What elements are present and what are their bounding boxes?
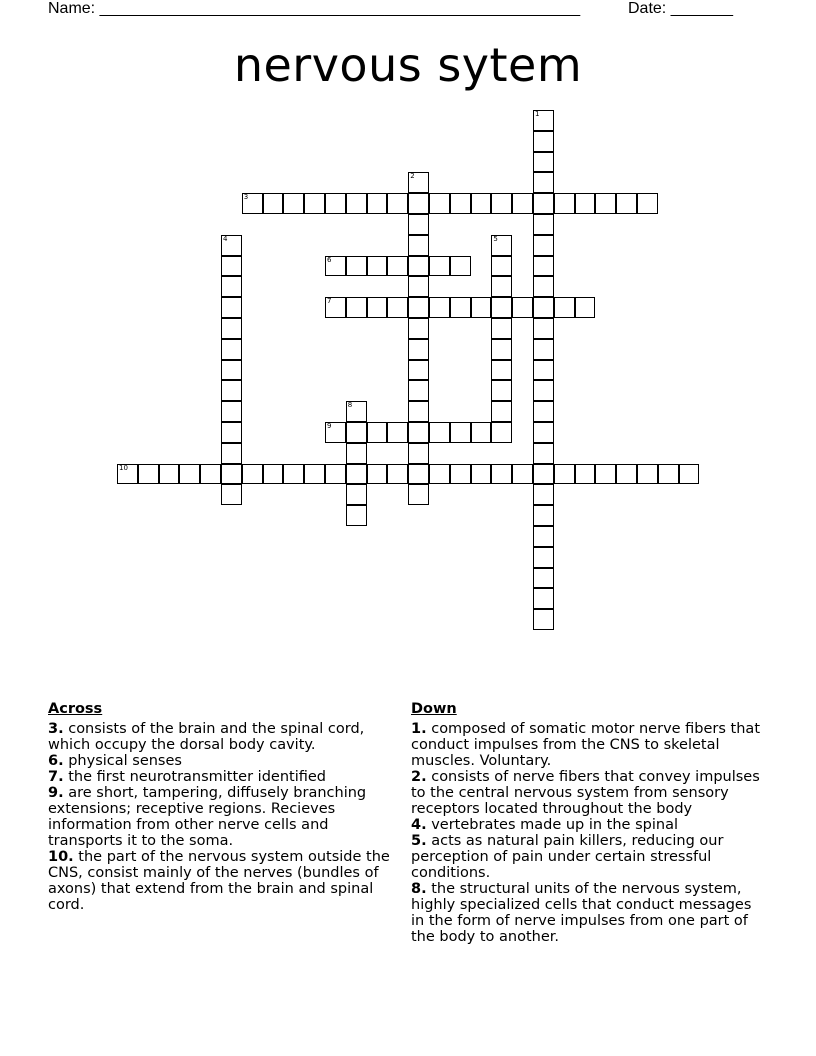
- crossword-cell[interactable]: [408, 464, 429, 485]
- crossword-cell[interactable]: [491, 318, 512, 339]
- crossword-cell[interactable]: [346, 464, 367, 485]
- crossword-cell[interactable]: [575, 464, 596, 485]
- crossword-cell[interactable]: [450, 256, 471, 277]
- clue-number: 3.: [48, 721, 64, 737]
- crossword-cell[interactable]: [387, 464, 408, 485]
- clue-number: 7: [327, 297, 332, 306]
- clue-text: consists of the brain and the spinal cord, which occupy the dorsal body cavity.: [48, 721, 365, 753]
- crossword-cell[interactable]: [221, 443, 242, 464]
- crossword-cell[interactable]: [491, 339, 512, 360]
- crossword-cell[interactable]: [533, 526, 554, 547]
- clue-number: 1.: [411, 721, 427, 737]
- crossword-cell[interactable]: [429, 297, 450, 318]
- crossword-cell[interactable]: [471, 297, 492, 318]
- crossword-cell[interactable]: [408, 318, 429, 339]
- crossword-cell[interactable]: [491, 193, 512, 214]
- crossword-cell[interactable]: [491, 297, 512, 318]
- crossword-cell[interactable]: [221, 339, 242, 360]
- crossword-cell[interactable]: [533, 131, 554, 152]
- crossword-cell[interactable]: [367, 297, 388, 318]
- across-clue: [48, 769, 406, 785]
- across-clue: [48, 753, 406, 769]
- crossword-cell[interactable]: [325, 422, 346, 443]
- clue-text: vertebrates made up in the spinal: [426, 817, 678, 833]
- crossword-cell[interactable]: [429, 422, 450, 443]
- clue-number: 4.: [411, 817, 427, 833]
- clue-number: 5: [493, 234, 498, 243]
- crossword-cell[interactable]: [533, 318, 554, 339]
- crossword-cell[interactable]: [346, 505, 367, 526]
- crossword-cell[interactable]: [138, 464, 159, 485]
- crossword-cell[interactable]: [221, 256, 242, 277]
- crossword-cell[interactable]: [387, 193, 408, 214]
- clue-text: consists of nerve fibers that convey impulses to the central nervous system from sensory receptors located throughout the body: [411, 769, 760, 817]
- down-clue: [411, 833, 769, 881]
- crossword-cell[interactable]: [491, 235, 512, 256]
- crossword-cell[interactable]: [408, 380, 429, 401]
- crossword-cell[interactable]: [533, 256, 554, 277]
- crossword-cell[interactable]: [533, 297, 554, 318]
- crossword-cell[interactable]: [616, 193, 637, 214]
- crossword-cell[interactable]: [221, 422, 242, 443]
- crossword-cell[interactable]: [117, 464, 138, 485]
- clue-number: 8: [347, 401, 353, 410]
- crossword-cell[interactable]: [221, 318, 242, 339]
- crossword-cell[interactable]: [325, 193, 346, 214]
- crossword-cell[interactable]: [408, 360, 429, 381]
- crossword-cell[interactable]: [491, 256, 512, 277]
- clue-number: 4: [223, 234, 228, 243]
- crossword-cell[interactable]: [533, 193, 554, 214]
- crossword-cell[interactable]: [512, 464, 533, 485]
- crossword-cell[interactable]: [533, 172, 554, 193]
- crossword-cell[interactable]: [491, 276, 512, 297]
- crossword-cell[interactable]: [221, 360, 242, 381]
- page-title: nervous sytem: [233, 38, 583, 92]
- crossword-cell[interactable]: [367, 422, 388, 443]
- crossword-cell[interactable]: [429, 193, 450, 214]
- clue-number: 8.: [411, 881, 427, 897]
- crossword-cell[interactable]: [263, 464, 284, 485]
- crossword-cell[interactable]: [283, 193, 304, 214]
- down-heading: Down: [411, 701, 457, 717]
- crossword-cell[interactable]: [221, 380, 242, 401]
- crossword-cell[interactable]: [408, 235, 429, 256]
- crossword-cell[interactable]: [533, 276, 554, 297]
- crossword-cell[interactable]: [491, 401, 512, 422]
- crossword-cell[interactable]: [408, 256, 429, 277]
- clue-number: 10: [119, 463, 128, 472]
- crossword-cell[interactable]: [679, 464, 700, 485]
- crossword-cell[interactable]: [221, 464, 242, 485]
- down-clue-list: [411, 721, 769, 945]
- clue-text: are short, tampering, diffusely branching extensions; receptive regions. Recieves information from other nerve cells and transports it to the soma.: [48, 785, 367, 849]
- crossword-cell[interactable]: [408, 422, 429, 443]
- crossword-cell[interactable]: [242, 464, 263, 485]
- crossword-cell[interactable]: [387, 422, 408, 443]
- crossword-cell[interactable]: [221, 484, 242, 505]
- crossword-cell[interactable]: [408, 401, 429, 422]
- down-clue: [411, 769, 769, 817]
- name-field[interactable]: Name: ______________________________________________________: [48, 0, 581, 17]
- crossword-cell[interactable]: [595, 193, 616, 214]
- crossword-cell[interactable]: [408, 276, 429, 297]
- crossword-cell[interactable]: [533, 505, 554, 526]
- crossword-cell[interactable]: [554, 297, 575, 318]
- date-field[interactable]: Date: _______: [628, 0, 733, 17]
- across-clues: [48, 700, 406, 913]
- clue-number: 3: [243, 193, 249, 202]
- crossword-cell[interactable]: [491, 464, 512, 485]
- crossword-cell[interactable]: [221, 235, 242, 256]
- crossword-cell[interactable]: [221, 276, 242, 297]
- crossword-cell[interactable]: [346, 401, 367, 422]
- crossword-cell[interactable]: [367, 193, 388, 214]
- crossword-cell[interactable]: [491, 360, 512, 381]
- crossword-cell[interactable]: [533, 547, 554, 568]
- across-heading: Across: [48, 701, 103, 717]
- down-clues: [411, 700, 769, 945]
- crossword-cell[interactable]: [242, 193, 263, 214]
- crossword-cell[interactable]: [429, 256, 450, 277]
- crossword-cell[interactable]: [221, 401, 242, 422]
- crossword-cell[interactable]: [387, 256, 408, 277]
- crossword-cell[interactable]: [429, 464, 450, 485]
- crossword-cell[interactable]: [533, 339, 554, 360]
- down-clue: [411, 881, 769, 945]
- crossword-cell[interactable]: [408, 193, 429, 214]
- crossword-cell[interactable]: [159, 464, 180, 485]
- crossword-cell[interactable]: [200, 464, 221, 485]
- clue-text: composed of somatic motor nerve fibers that conduct impulses from the CNS to skeletal muscles. Voluntary.: [411, 721, 761, 769]
- clue-number: 9: [327, 422, 332, 430]
- crossword-cell[interactable]: [263, 193, 284, 214]
- crossword-cell[interactable]: [554, 464, 575, 485]
- crossword-cell[interactable]: [533, 235, 554, 256]
- clue-text: the structural units of the nervous system, highly specialized cells that conduct messages in the form of nerve impulses from one part of the body to another.: [411, 881, 752, 945]
- crossword-cell[interactable]: [554, 193, 575, 214]
- crossword-cell[interactable]: [367, 256, 388, 277]
- crossword-cell[interactable]: [408, 172, 429, 193]
- clue-text: acts as natural pain killers, reducing our perception of pain under certain stressful conditions.: [411, 833, 724, 881]
- crossword-cell[interactable]: [533, 152, 554, 173]
- crossword-cell[interactable]: [346, 297, 367, 318]
- crossword-cell[interactable]: [408, 214, 429, 235]
- crossword-cell[interactable]: [658, 464, 679, 485]
- crossword-cell[interactable]: [471, 193, 492, 214]
- crossword-cell[interactable]: [533, 360, 554, 381]
- crossword-cell[interactable]: [491, 422, 512, 443]
- crossword-cell[interactable]: [346, 193, 367, 214]
- crossword-cell[interactable]: [450, 193, 471, 214]
- clue-number: 1: [535, 110, 540, 118]
- down-clue: [411, 817, 769, 833]
- crossword-cell[interactable]: [325, 297, 346, 318]
- clue-text: the part of the nervous system outside the CNS, consist mainly of the nerves (bundles of axons) that extend from the brain and spinal cord.: [48, 849, 390, 913]
- crossword-cell[interactable]: [325, 256, 346, 277]
- crossword-cell[interactable]: [450, 297, 471, 318]
- crossword-cell[interactable]: [595, 464, 616, 485]
- clue-number: 6: [327, 255, 332, 264]
- clue-text: the first neurotransmitter identified: [63, 769, 326, 785]
- crossword-cell[interactable]: [471, 464, 492, 485]
- crossword-cell[interactable]: [304, 464, 325, 485]
- crossword-cell[interactable]: [408, 297, 429, 318]
- crossword-cell[interactable]: [346, 443, 367, 464]
- crossword-cell[interactable]: [408, 443, 429, 464]
- across-clue: [48, 785, 406, 849]
- crossword-cell[interactable]: [221, 297, 242, 318]
- crossword-cell[interactable]: [533, 568, 554, 589]
- clue-number: 6.: [48, 753, 64, 769]
- crossword-cell[interactable]: [512, 193, 533, 214]
- crossword-cell[interactable]: [325, 464, 346, 485]
- crossword-cell[interactable]: [637, 464, 658, 485]
- crossword-cell[interactable]: [179, 464, 200, 485]
- crossword-cell[interactable]: [346, 256, 367, 277]
- clue-number: 10.: [48, 849, 74, 865]
- crossword-cell[interactable]: [408, 339, 429, 360]
- crossword-cell[interactable]: [533, 443, 554, 464]
- crossword-cell[interactable]: [533, 422, 554, 443]
- crossword-cell[interactable]: [533, 484, 554, 505]
- crossword-cell[interactable]: [512, 297, 533, 318]
- clue-number: 9.: [48, 785, 64, 801]
- clue-number: 2.: [411, 769, 427, 785]
- crossword-cell[interactable]: [450, 422, 471, 443]
- crossword-cell[interactable]: [387, 297, 408, 318]
- crossword-cell[interactable]: [367, 464, 388, 485]
- crossword-cell[interactable]: [283, 464, 304, 485]
- crossword-cell[interactable]: [471, 422, 492, 443]
- across-clue: [48, 849, 406, 913]
- crossword-cell[interactable]: [533, 401, 554, 422]
- crossword-cell[interactable]: [616, 464, 637, 485]
- crossword-cell[interactable]: [346, 484, 367, 505]
- crossword-cell[interactable]: [575, 297, 596, 318]
- crossword-cell[interactable]: [450, 464, 471, 485]
- crossword-cell[interactable]: [304, 193, 325, 214]
- crossword-cell[interactable]: [533, 588, 554, 609]
- across-clue: [48, 721, 406, 753]
- clue-number: 7.: [48, 769, 64, 785]
- across-clue-list: [48, 721, 406, 913]
- clue-text: physical senses: [63, 753, 182, 769]
- clue-number: 5.: [411, 833, 427, 849]
- crossword-cell[interactable]: [533, 464, 554, 485]
- clue-number: 2: [410, 172, 415, 181]
- crossword-cell[interactable]: [533, 214, 554, 235]
- crossword-cell[interactable]: [533, 110, 554, 131]
- down-clue: [411, 721, 769, 769]
- crossword-cell[interactable]: [408, 484, 429, 505]
- crossword-cell[interactable]: [346, 422, 367, 443]
- crossword-cell[interactable]: [575, 193, 596, 214]
- crossword-cell[interactable]: [533, 609, 554, 630]
- crossword-cell[interactable]: [491, 380, 512, 401]
- crossword-cell[interactable]: [533, 380, 554, 401]
- crossword-cell[interactable]: [637, 193, 658, 214]
